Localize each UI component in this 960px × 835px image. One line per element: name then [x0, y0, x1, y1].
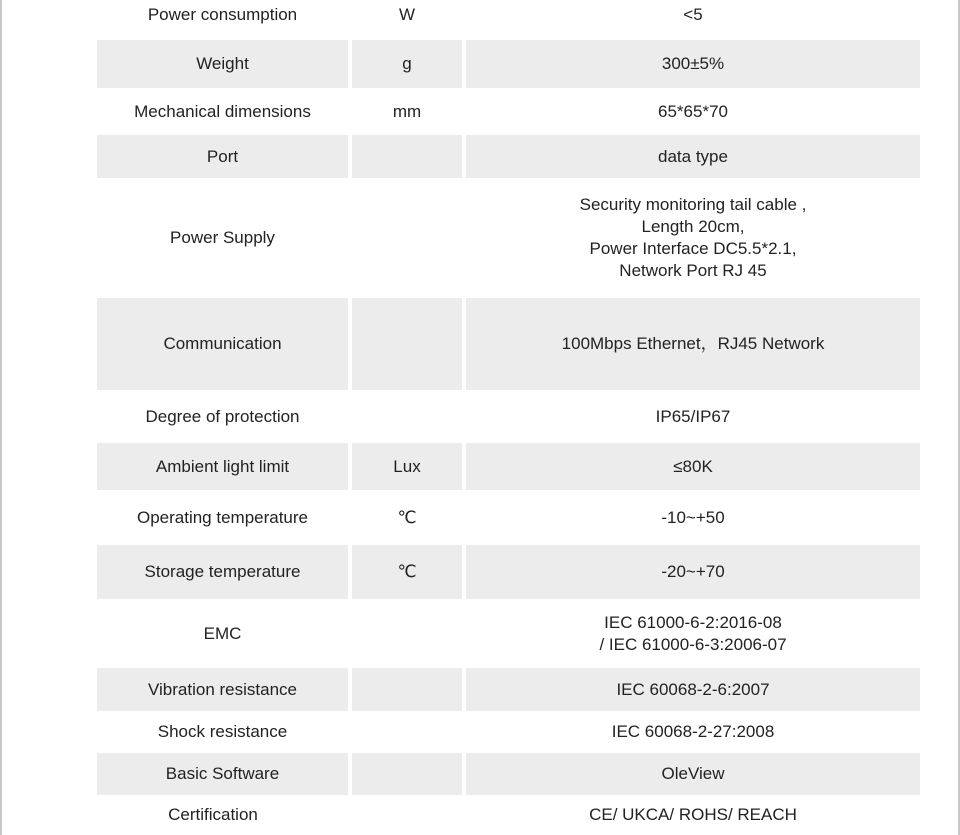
unit-cell	[352, 390, 462, 443]
value-cell: ≤80K	[466, 443, 920, 490]
unit-cell	[352, 795, 462, 835]
unit-cell	[352, 668, 462, 711]
spec-row-storage-temperature	[97, 545, 920, 599]
value-cell: OleView	[466, 753, 920, 795]
value-cell: -20~+70	[466, 545, 920, 599]
value-cell: CE/ UKCA/ ROHS/ REACH	[589, 805, 797, 824]
value-cell: 300±5%	[466, 40, 920, 88]
param-cell: Shock resistance	[157, 722, 288, 741]
unit-cell: mm	[392, 101, 422, 121]
unit-cell: W	[398, 5, 416, 24]
value-cell: data type	[466, 135, 920, 178]
page-border-left	[0, 0, 2, 835]
value-cell: Security monitoring tail cable , Length 20cm, Power Interface DC5.5*2.1, Network Port RJ 45	[579, 195, 807, 280]
value-cell: IP65/IP67	[655, 406, 731, 426]
spec-row-basic-software	[97, 753, 920, 795]
param-cell: EMC	[203, 623, 242, 643]
spec-row-ambient-light-limit	[97, 443, 920, 490]
unit-cell	[352, 178, 462, 298]
value-cell: -10~+50	[661, 507, 725, 527]
spec-row-shock-resistance	[97, 711, 920, 753]
param-cell: Vibration resistance	[97, 668, 348, 711]
spec-row-weight	[97, 40, 920, 88]
value-cell: 100Mbps Ethernet，RJ45 Network	[466, 298, 920, 390]
unit-cell: g	[352, 40, 462, 88]
param-cell: Communication	[97, 298, 348, 390]
param-cell: Weight	[97, 40, 348, 88]
unit-cell: Lux	[352, 443, 462, 490]
value-cell: <5	[683, 5, 703, 24]
unit-cell	[352, 711, 462, 753]
param-cell: Ambient light limit	[97, 443, 348, 490]
param-cell: Port	[97, 135, 348, 178]
value-cell: IEC 61000-6-2:2016-08 / IEC 61000-6-3:2006-07	[599, 612, 787, 654]
value-cell: 65*65*70	[658, 101, 728, 121]
unit-cell	[352, 599, 462, 668]
param-cell: Power consumption	[147, 5, 298, 24]
param-cell: Degree of protection	[145, 406, 300, 426]
spec-row-certification	[97, 795, 920, 835]
unit-cell	[352, 753, 462, 795]
value-cell: IEC 60068-2-6:2007	[466, 668, 920, 711]
spec-row-degree-of-protection	[97, 390, 920, 443]
param-cell: Operating temperature	[136, 507, 309, 527]
spec-row-emc	[97, 599, 920, 668]
unit-cell: ℃	[352, 545, 462, 599]
value-cell: IEC 60068-2-27:2008	[611, 722, 775, 741]
unit-cell	[352, 135, 462, 178]
spec-row-power-consumption	[97, 0, 920, 36]
spec-row-operating-temperature	[97, 490, 920, 545]
spec-row-power-supply	[97, 178, 920, 298]
unit-cell: ℃	[397, 507, 417, 527]
param-cell: Power Supply	[170, 228, 275, 247]
spec-row-mechanical-dimensions	[97, 88, 920, 135]
param-cell: Storage temperature	[97, 545, 348, 599]
spec-row-vibration-resistance	[97, 668, 920, 711]
param-cell: Mechanical dimensions	[134, 101, 311, 121]
unit-cell	[352, 298, 462, 390]
param-cell: Certification	[168, 805, 258, 824]
spec-row-communication	[97, 298, 920, 390]
spec-row-port	[97, 135, 920, 178]
param-cell: Basic Software	[97, 753, 348, 795]
